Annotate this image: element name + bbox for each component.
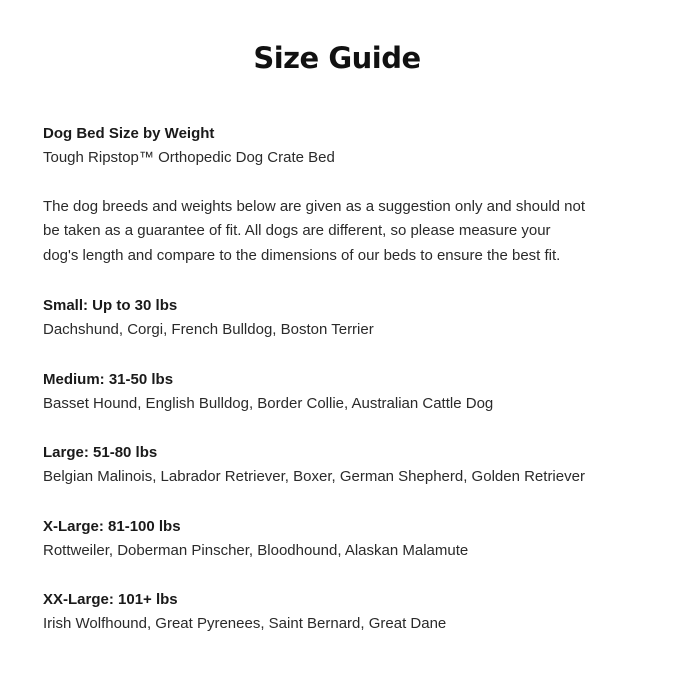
product-name: Tough Ripstop™ Orthopedic Dog Crate Bed [43,149,335,166]
intro-paragraph [43,195,643,269]
intro-line: dog's length and compare to the dimensions of our beds to ensure the best fit. [43,246,561,264]
size-breeds: Dachshund, Corgi, French Bulldog, Boston Terrier [43,321,374,338]
size-item-medium [43,368,643,417]
size-guide-content [43,122,643,662]
size-label: Large: 51-80 lbs [43,444,158,461]
section-heading: Dog Bed Size by Weight [43,125,215,142]
size-item-small [43,294,643,343]
page-title: Size Guide [253,41,421,75]
size-breeds: Irish Wolfhound, Great Pyrenees, Saint Bernard, Great Dane [43,615,447,632]
size-label: XX-Large: 101+ lbs [43,591,178,608]
size-label: Medium: 31-50 lbs [43,370,174,388]
size-list [43,294,643,637]
size-breeds: Basset Hound, English Bulldog, Border Collie, Australian Cattle Dog [43,394,494,412]
size-item-xx-large [43,588,643,637]
intro-line: The dog breeds and weights below are given as a suggestion only and should not [43,197,586,215]
size-label: Small: Up to 30 lbs [43,297,178,314]
size-label: X-Large: 81-100 lbs [43,517,181,535]
intro-line: be taken as a guarantee of fit. All dogs are different, so please measure your [43,222,551,239]
size-breeds: Rottweiler, Doberman Pinscher, Bloodhound, Alaskan Malamute [43,541,469,559]
size-breeds: Belgian Malinois, Labrador Retriever, Boxer, German Shepherd, Golden Retriever [43,468,585,485]
size-item-x-large [43,515,643,564]
size-item-large [43,441,643,490]
